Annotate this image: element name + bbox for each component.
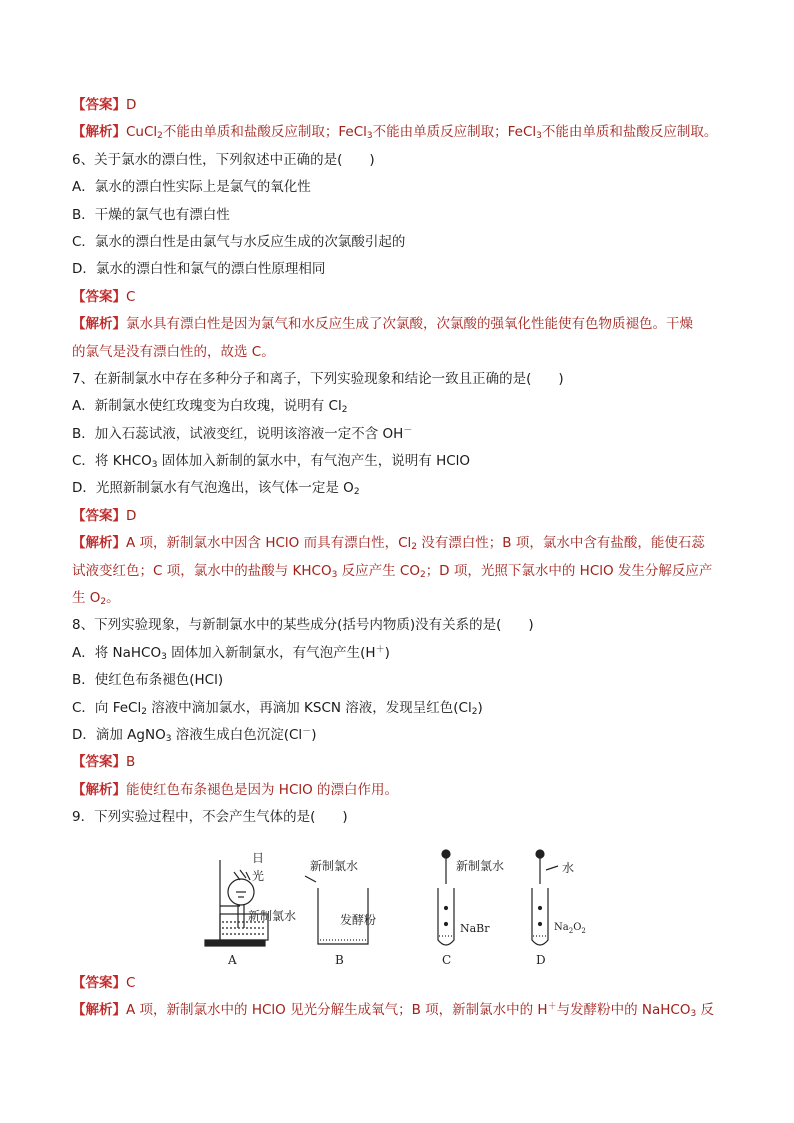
- tag-content: C: [126, 288, 136, 305]
- answer-tag: 【答案】: [72, 288, 126, 305]
- label-sun-2: 光: [252, 868, 265, 883]
- text-line: [72, 585, 732, 612]
- answer-tag: 【答案】: [72, 754, 126, 771]
- label-baking-powder: 发酵粉: [340, 912, 377, 927]
- label-water: 水: [562, 860, 575, 875]
- text-line: [72, 202, 732, 229]
- text-line: [72, 256, 732, 283]
- label-nabr: NaBr: [460, 921, 490, 935]
- figure-label-a: A: [228, 952, 237, 967]
- analysis-tag: 【解析】: [72, 316, 126, 333]
- label-sun-1: 日: [252, 850, 265, 865]
- label-chlorine-water-b: 新制氯水: [310, 858, 359, 873]
- text-line: [72, 640, 732, 667]
- apparatus-b: [305, 858, 376, 967]
- text-line: [72, 612, 732, 639]
- text-line: [72, 695, 732, 722]
- analysis-line: [72, 119, 732, 146]
- analysis-tag: 【解析】: [72, 535, 126, 552]
- text-line: [72, 421, 732, 448]
- tag-content: A 项，新制氯水中因含 HClO 而具有漂白性，$Cl_2$ 没有漂白性；B 项，氯水中含有盐酸，能使石蕊: [126, 535, 705, 553]
- answer-tag: 【答案】: [72, 97, 126, 113]
- answer-line: [72, 503, 732, 530]
- analysis-line: [72, 311, 732, 338]
- question-text: B．使红色布条褪色(HCl): [72, 672, 224, 689]
- answer-tag: 【答案】: [72, 974, 126, 991]
- analysis-tag: 【解析】: [72, 781, 126, 798]
- question-text: 6、关于氯水的漂白性，下列叙述中正确的是( ): [72, 151, 375, 168]
- tag-content: CuCl$_2$不能由单质和盐酸反应制取；FeCl$_3$不能由单质反应制取；FeCl$_3$不能由单质和盐酸反应制取。: [126, 124, 718, 142]
- answer-line: [72, 92, 732, 119]
- question-text: D．氯水的漂白性和氯气的漂白性原理相同: [72, 261, 326, 278]
- text-line: [72, 366, 732, 393]
- apparatus-c: [438, 850, 504, 967]
- analysis-continuation: 试液变红色；C 项，氯水中的盐酸与 $KHCO_3$ 反应产生 $CO_2$；D 项，光照下氯水中的 HClO 发生分解反应产: [72, 562, 713, 580]
- question-text: C．氯水的漂白性是由氯气与水反应生成的次氯酸引起的: [72, 233, 406, 250]
- document-page: [72, 92, 732, 1024]
- answer-line: [72, 284, 732, 311]
- figure-block: [72, 832, 732, 970]
- tag-content: 能使红色布条褪色是因为 HClO 的漂白作用。: [126, 781, 399, 798]
- text-line: [72, 147, 732, 174]
- text-line: [72, 393, 732, 420]
- analysis-continuation: 生 $O_2$。: [72, 590, 120, 608]
- question-text: C．将 $KHCO_3$ 固体加入新制的氯水中，有气泡产生，说明有 HClO: [72, 453, 471, 471]
- question-text: A．氯水的漂白性实际上是氯气的氧化性: [72, 179, 311, 196]
- analysis-line: [72, 777, 732, 804]
- answer-tag: 【答案】: [72, 507, 126, 524]
- tag-content: B: [126, 754, 136, 771]
- tag-content: A 项，新制氯水中的 HClO 见光分解生成氧气；B 项，新制氯水中的 H＋与发酵粉中的 NaHCO$_3$ 反: [126, 1001, 714, 1019]
- analysis-line: [72, 530, 732, 557]
- text-line: [72, 558, 732, 585]
- question-text: B．加入石蕊试液，试液变红，说明该溶液一定不含 OH－: [72, 425, 413, 442]
- text-line: [72, 475, 732, 502]
- apparatus-a: [205, 851, 296, 967]
- text-line: [72, 229, 732, 256]
- apparatus-d: [532, 850, 586, 967]
- question-text: D．滴加 AgNO$_3$ 溶液生成白色沉淀(Cl－): [72, 726, 317, 744]
- label-chlorine-water-c: 新制氯水: [456, 858, 505, 873]
- tag-content: 氯水具有漂白性是因为氯气和水反应生成了次氯酸，次氯酸的强氧化性能使有色物质褪色。干燥: [126, 316, 693, 333]
- figure-label-c: C: [442, 952, 452, 967]
- label-chlorine-water-a: 新制氯水: [248, 908, 297, 923]
- tag-content: D: [126, 507, 137, 524]
- text-line: [72, 448, 732, 475]
- experiment-figure: [190, 832, 610, 970]
- question-text: D．光照新制氯水有气泡逸出，该气体一定是 $O_2$: [72, 480, 360, 498]
- answer-line: [72, 970, 732, 997]
- analysis-tag: 【解析】: [72, 1001, 126, 1018]
- analysis-tag: 【解析】: [72, 124, 126, 141]
- text-line: [72, 804, 732, 831]
- tag-content: D: [126, 97, 137, 113]
- analysis-line: [72, 997, 732, 1024]
- question-text: A．将 NaHCO$_3$ 固体加入新制氯水，有气泡产生(H＋): [72, 644, 390, 662]
- text-line: [72, 667, 732, 694]
- question-text: A．新制氯水使红玫瑰变为白玫瑰，说明有 $Cl_2$: [72, 398, 348, 416]
- question-text: 8、下列实验现象，与新制氯水中的某些成分(括号内物质)没有关系的是( ): [72, 617, 534, 634]
- text-line: [72, 722, 732, 749]
- figure-label-d: D: [536, 952, 546, 967]
- question-text: C．向 FeCl$_2$ 溶液中滴加氯水，再滴加 KSCN 溶液，发现呈红色$(Cl_2)$: [72, 699, 483, 717]
- answer-line: [72, 749, 732, 776]
- text-line: [72, 174, 732, 201]
- question-text: 9．下列实验过程中，不会产生气体的是( ): [72, 809, 348, 826]
- text-line: [72, 339, 732, 366]
- question-text: B．干燥的氯气也有漂白性: [72, 206, 230, 223]
- tag-content: C: [126, 974, 136, 991]
- figure-label-b: B: [335, 952, 344, 967]
- question-text: 7、在新制氯水中存在多种分子和离子，下列实验现象和结论一致且正确的是( ): [72, 370, 564, 387]
- label-na2o2: $Na_2O_2$: [554, 921, 586, 935]
- analysis-continuation: 的氯气是没有漂白性的，故选 C。: [72, 343, 275, 360]
